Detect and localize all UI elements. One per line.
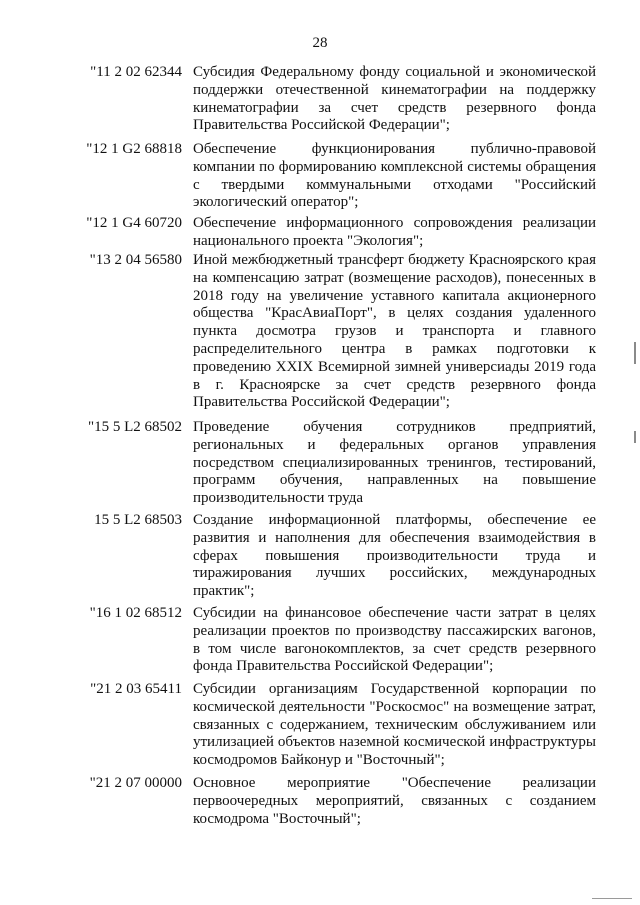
entry-text-line: национального проекта "Экология"; bbox=[193, 232, 424, 249]
entry-code: "13 2 04 56580 bbox=[89, 252, 182, 268]
entry-description bbox=[193, 681, 596, 770]
entry-code: 15 5 L2 68503 bbox=[94, 512, 182, 528]
entry bbox=[0, 64, 640, 135]
entry-text-line: практик"; bbox=[193, 583, 255, 600]
entry-text-line: Обеспечение информационного сопровождения реализации bbox=[193, 215, 596, 231]
entry bbox=[0, 215, 640, 251]
entry-code: "16 1 02 68512 bbox=[89, 605, 182, 621]
entry-description bbox=[193, 512, 596, 601]
entry-text-line: космической деятельности "Роскосмос" на возмещение затрат, bbox=[193, 698, 596, 715]
entry-description bbox=[193, 141, 596, 212]
entry bbox=[0, 141, 640, 212]
entry-text-line: региональных и федеральных органов управления bbox=[193, 436, 596, 453]
entry-text-line: Иной межбюджетный трансферт бюджету Красноярского края bbox=[193, 252, 596, 268]
entry-text-line: программ обучения, направленных на повышение bbox=[193, 472, 596, 489]
entry-text-line: поддержки отечественной кинематографии на поддержку bbox=[193, 81, 596, 98]
entry-code: "15 5 L2 68502 bbox=[87, 419, 182, 435]
scan-corner-mark bbox=[592, 898, 632, 899]
entry-text-line: Основное мероприятие "Обеспечение реализации bbox=[193, 775, 596, 791]
entry-text-line: на компенсацию затрат (возмещение расходов), понесенных в bbox=[193, 269, 596, 286]
entry-text-line: первоочередных мероприятий, связанных с созданием bbox=[193, 792, 596, 809]
entry-text-line: сферах повышения производительности труда и bbox=[193, 547, 596, 564]
entry-code: "21 2 07 00000 bbox=[89, 775, 182, 791]
entry-text-line: проведению XXIX Всемирной зимней универсиады 2019 года bbox=[193, 358, 596, 375]
entry-text-line: производительности труда bbox=[193, 490, 364, 507]
entry-text-line: в том числе вагонокомплектов, за счет средств резервного bbox=[193, 640, 596, 657]
entry bbox=[0, 512, 640, 601]
entry bbox=[0, 419, 640, 508]
page-number: 28 bbox=[312, 35, 328, 51]
entry-description bbox=[193, 64, 596, 135]
entry bbox=[0, 775, 640, 828]
entry-text-line: утилизацией объектов наземной космической инфраструктуры bbox=[193, 734, 596, 751]
entry-text-line: Субсидии организациям Государственной корпорации по bbox=[193, 681, 596, 697]
entry-text-line: развития и наполнения для обеспечения взаимодействия в bbox=[193, 529, 596, 546]
entry-text-line: тиражирования лучших российских, международных bbox=[193, 565, 596, 582]
entry-text-line: пункта досмотра грузов и транспорта и главного bbox=[193, 323, 596, 340]
entry-code: "11 2 02 62344 bbox=[90, 64, 182, 80]
entry-text-line: связанных с содержанием, техническим обслуживанием или bbox=[193, 716, 596, 733]
scan-margin-mark bbox=[634, 342, 636, 364]
entry bbox=[0, 681, 640, 770]
entry-description bbox=[193, 775, 596, 828]
entry-text-line: Правительства Российской Федерации"; bbox=[193, 117, 450, 134]
entry-text-line: космодрома "Восточный"; bbox=[193, 810, 361, 827]
entry-code: "12 1 G4 60720 bbox=[86, 215, 182, 231]
scan-margin-mark bbox=[634, 431, 636, 443]
entry-text-line: Правительства Российской Федерации"; bbox=[193, 394, 450, 411]
entry-description bbox=[193, 605, 596, 676]
entry-text-line: общества "КрасАвиаПорт", в целях создания удаленного bbox=[193, 305, 596, 322]
entry-text-line: посредством специализированных тренингов, тестирований, bbox=[193, 454, 596, 471]
entry-text-line: Создание информационной платформы, обеспечение ее bbox=[193, 512, 596, 528]
entry bbox=[0, 252, 640, 412]
entry bbox=[0, 605, 640, 676]
entry-text-line: с твердыми коммунальными отходами "Российский bbox=[193, 176, 596, 193]
entry-text-line: кинематографии за счет средств резервного фонда bbox=[193, 99, 596, 116]
entry-text-line: экологический оператор"; bbox=[193, 194, 359, 211]
entry-text-line: Субсидии на финансовое обеспечение части затрат в целях bbox=[193, 605, 596, 621]
entry-description bbox=[193, 215, 596, 251]
entry-text-line: реализации проектов по производству пассажирских вагонов, bbox=[193, 622, 596, 639]
entry-description bbox=[193, 419, 596, 508]
entry-text-line: космодромов Байконур и "Восточный"; bbox=[193, 752, 445, 769]
entry-text-line: в г. Красноярске за счет средств резервного фонда bbox=[193, 376, 596, 393]
entry-description bbox=[193, 252, 596, 412]
entry-text-line: Проведение обучения сотрудников предприятий, bbox=[193, 419, 596, 435]
entry-code: "12 1 G2 68818 bbox=[86, 141, 182, 157]
entry-text-line: компании по формированию комплексной системы обращения bbox=[193, 158, 596, 175]
entry-text-line: распределительного центра в рамках подготовки к bbox=[193, 340, 596, 357]
entry-text-line: Обеспечение функционирования публично-правовой bbox=[193, 141, 596, 157]
entry-code: "21 2 03 65411 bbox=[90, 681, 182, 697]
entry-text-line: Субсидия Федеральному фонду социальной и экономической bbox=[193, 64, 596, 80]
entry-text-line: 2018 году на увеличение уставного капитала акционерного bbox=[193, 287, 596, 304]
entry-text-line: фонда Правительства Российской Федерации"; bbox=[193, 658, 494, 675]
